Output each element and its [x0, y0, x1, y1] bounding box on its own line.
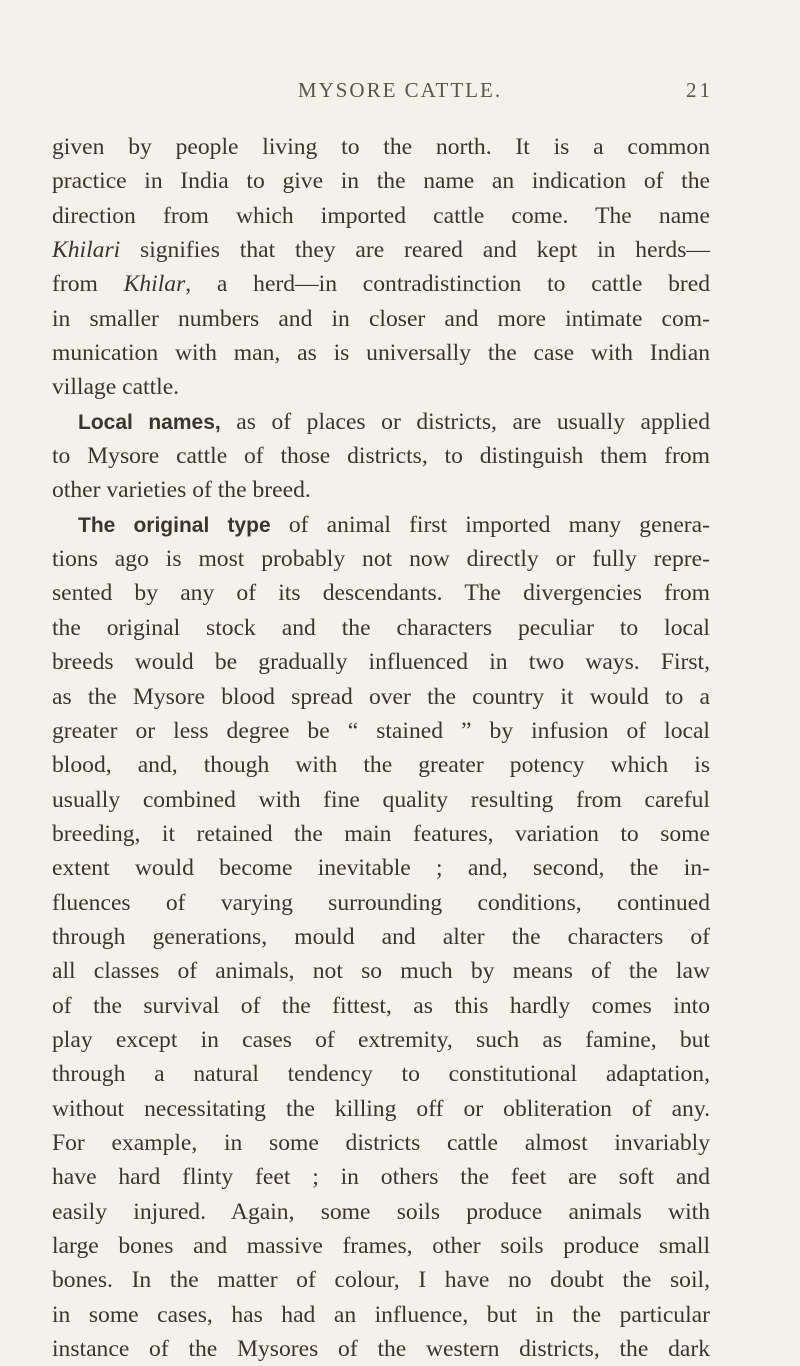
page-number: 21 — [686, 78, 713, 102]
text-line: greater or less degree be “ stained ” by infusion of local — [52, 717, 710, 744]
text-line: tions ago is most probably not now directly or fully repre- — [52, 546, 710, 573]
text-line: usually combined with fine quality resulting from careful — [52, 786, 710, 813]
text-line: practice in India to give in the name an indication of the — [52, 168, 710, 195]
text-line: village cattle. — [52, 374, 180, 401]
text-line: fluences of varying surrounding conditions, continued — [52, 889, 710, 916]
text-line: sented by any of its descendants. The divergencies from — [52, 580, 710, 607]
text-line: of the survival of the fittest, as this hardly comes into — [52, 992, 710, 1019]
text-line: blood, and, though with the greater potency which is — [52, 752, 710, 779]
text-line: munication with man, as is universally the case with Indian — [52, 340, 710, 367]
text-line: direction from which imported cattle come. The name — [52, 202, 710, 229]
italic-term: Khilar — [123, 271, 186, 298]
text-line: without necessitating the killing off or obliteration of any. — [52, 1095, 710, 1122]
text-line: large bones and massive frames, other soils produce small — [52, 1233, 710, 1259]
text-line: play except in cases of extremity, such as famine, but — [52, 1026, 710, 1053]
text-line: have hard flinty feet ; in others the feet are soft and — [52, 1164, 710, 1191]
text-line: The original type of animal first imported many genera- — [78, 511, 710, 538]
text-line: as the Mysore blood spread over the country it would to a — [52, 683, 710, 710]
text-line: extent would become inevitable ; and, second, the in- — [52, 855, 710, 882]
paragraph-lead: Local names, — [78, 410, 221, 434]
text-line: through a natural tendency to constitutional adaptation, — [52, 1061, 710, 1088]
text-line: Local names, as of places or districts, are usually applied — [78, 408, 710, 435]
paragraph-lead: The original type — [78, 513, 271, 537]
text-line: all classes of animals, not so much by means of the law — [52, 958, 710, 985]
text-line: bones. In the matter of colour, I have no doubt the soil, — [52, 1267, 710, 1294]
text-line: to Mysore cattle of those districts, to distinguish them from — [52, 443, 710, 470]
text-line: in smaller numbers and in closer and more intimate com- — [52, 305, 710, 332]
text-line: the original stock and the characters peculiar to local — [52, 614, 710, 641]
text-line: Khilari signifies that they are reared and kept in herds— — [52, 237, 710, 264]
text-line: given by people living to the north. It is a common — [52, 134, 710, 160]
text-line: through generations, mould and alter the characters of — [52, 923, 710, 950]
italic-term: Khilari — [52, 237, 121, 264]
text-line: breeding, it retained the main features, variation to some — [52, 820, 710, 847]
running-head — [0, 78, 800, 108]
body-text — [52, 130, 710, 1366]
text-line: instance of the Mysores of the western districts, the dark — [52, 1336, 710, 1363]
text-line: from Khilar, a herd—in contradistinction to cattle bred — [52, 271, 710, 298]
text-line: For example, in some districts cattle almost invariably — [52, 1129, 710, 1156]
text-line: in some cases, has had an influence, but in the particular — [52, 1301, 710, 1328]
running-title: MYSORE CATTLE. — [297, 78, 503, 102]
text-line: other varieties of the breed. — [52, 477, 311, 504]
text-line: breeds would be gradually influenced in two ways. First, — [52, 649, 710, 676]
text-line: easily injured. Again, some soils produce animals with — [52, 1198, 710, 1225]
